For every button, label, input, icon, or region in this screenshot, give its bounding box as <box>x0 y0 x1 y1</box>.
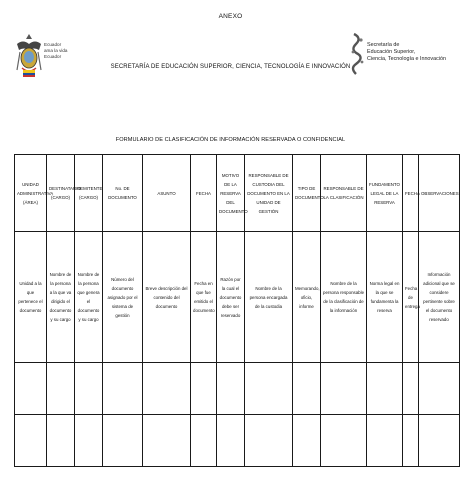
table-cell <box>367 363 403 415</box>
table-cell <box>47 363 75 415</box>
table-cell <box>75 363 103 415</box>
table-cell <box>191 415 217 467</box>
table-cell <box>217 415 245 467</box>
column-header: OBSERVACIONES <box>419 155 460 232</box>
senescyt-mark-icon <box>350 32 366 78</box>
coat-of-arms-icon <box>14 30 44 80</box>
table-cell <box>367 415 403 467</box>
table-cell <box>191 363 217 415</box>
table-row <box>15 363 460 415</box>
table-cell <box>321 415 367 467</box>
table-cell <box>47 415 75 467</box>
table-cell: Razón por la cual el documento debe ser reservado <box>217 232 245 363</box>
table-cell <box>321 363 367 415</box>
table-header-row <box>15 155 460 232</box>
table-cell: Nombre de la persona a la que va dirigido el documento y su cargo <box>47 232 75 363</box>
table-cell <box>15 363 47 415</box>
table-cell: Nombre de la persona encargada de la custodia <box>245 232 293 363</box>
table-cell <box>293 363 321 415</box>
column-header: FECHA <box>403 155 419 232</box>
annex-label: ANEXO <box>218 13 243 20</box>
table-cell: Memorando, oficio, informe <box>293 232 321 363</box>
column-header: UNIDAD ADMINISTRATIVA (ÁREA) <box>15 155 47 232</box>
column-header: MOTIVO DE LA RESERVA DEL DOCUMENTO <box>217 155 245 232</box>
table-cell: Número del documento asignado por el sistema de gestión <box>103 232 143 363</box>
table-cell: Breve descripción del contenido del documento <box>143 232 191 363</box>
table-cell <box>217 363 245 415</box>
table-cell <box>245 415 293 467</box>
table-cell: Nombre de la persona responsable de la clasificación de la información <box>321 232 367 363</box>
table-cell <box>245 363 293 415</box>
table-cell <box>403 363 419 415</box>
table-cell <box>143 363 191 415</box>
left-logo-line-3: Ecuador <box>44 54 62 59</box>
right-logo-line-3: Ciencia, Tecnología e Innovación <box>367 56 447 63</box>
table-row <box>15 415 460 467</box>
table-cell: Unidad a la que pertenece el documento <box>15 232 47 363</box>
form-title: FORMULARIO DE CLASIFICACIÓN DE INFORMACIÓN RESERVADA O CONFIDENCIAL <box>115 137 346 143</box>
table-cell: Fecha en que fue emitido el documento <box>191 232 217 363</box>
senescyt-logo <box>350 32 450 82</box>
table-cell <box>103 415 143 467</box>
table-cell <box>403 415 419 467</box>
table-cell <box>293 415 321 467</box>
table-cell <box>103 363 143 415</box>
column-header: RESPONSABLE DE LA CLASIFICACIÓN <box>321 155 367 232</box>
table-cell <box>143 415 191 467</box>
left-logo-line-2: ama la vida <box>44 48 68 53</box>
column-header: FUNDAMENTO LEGAL DE LA RESERVA <box>367 155 403 232</box>
table-cell: Norma legal en la que se fundamenta la reserva <box>367 232 403 363</box>
table-cell: Nombre de la persona que genera el documento y su cargo <box>75 232 103 363</box>
right-logo-line-2: Educación Superior, <box>367 49 416 56</box>
column-header: FECHA <box>191 155 217 232</box>
left-logo-line-1: Ecuador <box>44 42 62 47</box>
column-header: RESPONSABLE DE CUSTODIA DEL DOCUMENTO EN LA UNIDAD DE GESTIÓN <box>245 155 293 232</box>
table-cell <box>419 415 460 467</box>
column-header: DESTINATARIO (CARGO) <box>47 155 75 232</box>
table-cell <box>15 415 47 467</box>
table-cell: Fecha de entrega <box>403 232 419 363</box>
table-cell: Información adicional que se considere pertinente sobre el documento reservado <box>419 232 460 363</box>
institution-name: SECRETARÍA DE EDUCACIÓN SUPERIOR, CIENCIA, TECNOLOGÍA E INNOVACIÓN <box>110 64 351 70</box>
table-row <box>15 232 460 363</box>
table-cell <box>75 415 103 467</box>
column-header: No. DE DOCUMENTO <box>103 155 143 232</box>
table-cell <box>419 363 460 415</box>
column-header: TIPO DE DOCUMENTO <box>293 155 321 232</box>
column-header: REMITENTE (CARGO) <box>75 155 103 232</box>
ecuador-coat-of-arms-logo <box>14 30 76 82</box>
column-header: ASUNTO <box>143 155 191 232</box>
classification-table <box>14 154 460 467</box>
right-logo-line-1: Secretaría de <box>367 42 400 48</box>
